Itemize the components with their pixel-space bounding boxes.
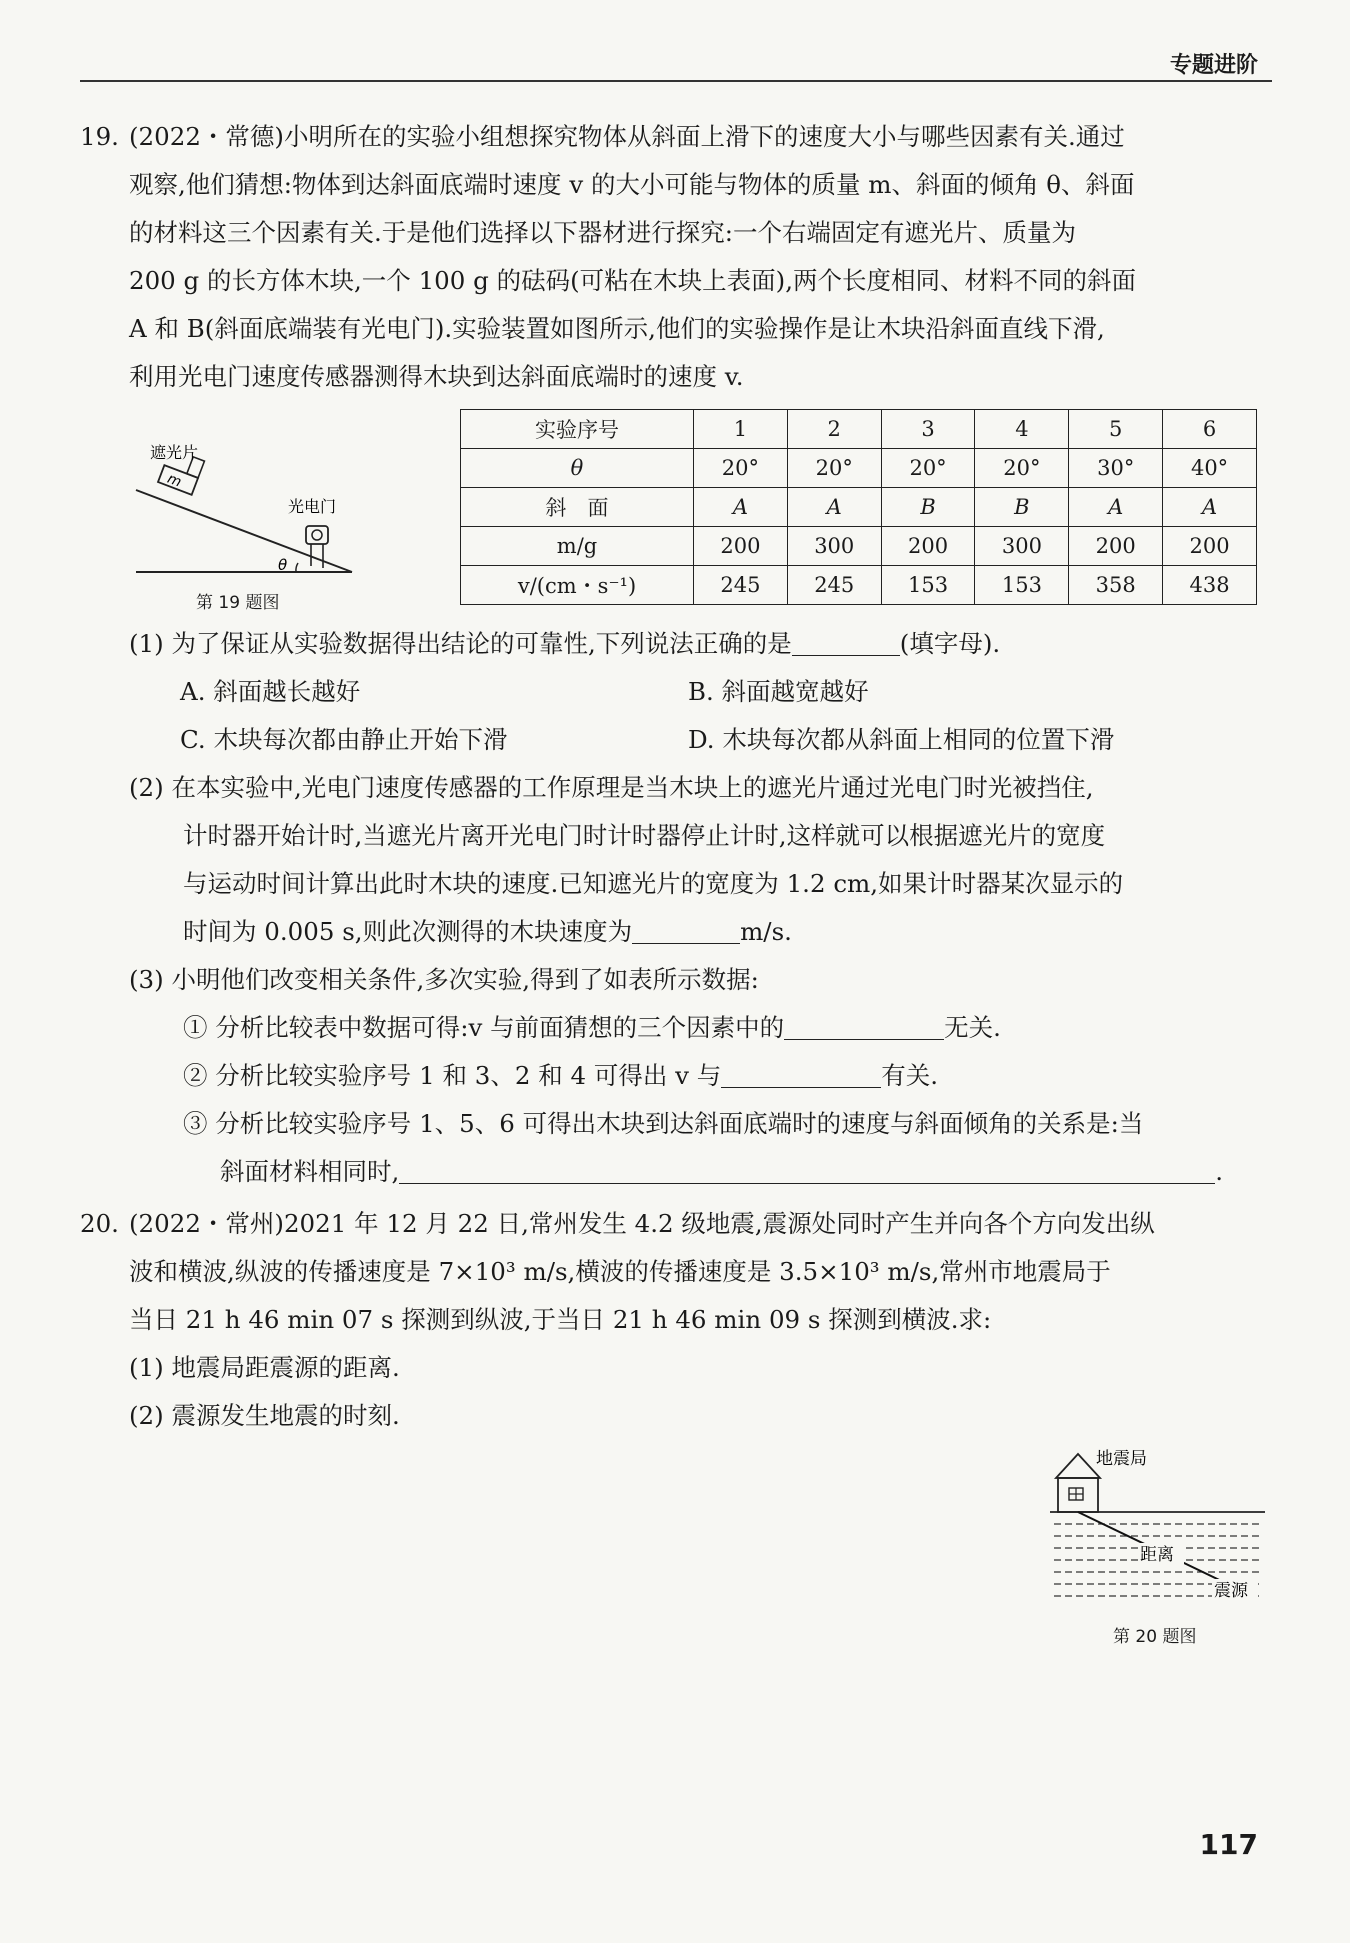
q19-line-6: 利用光电门速度传感器测得木块到达斜面底端时的速度 v. <box>129 362 744 391</box>
q19-sub3-item-2-text: ② 分析比较实验序号 1 和 3、2 和 4 可得出 v 与 <box>183 1061 722 1090</box>
header-rule <box>80 80 1272 82</box>
answer-blank-5[interactable] <box>399 1153 1215 1184</box>
table-cell: 200 <box>1163 527 1257 566</box>
q20-sub2: (2) 震源发生地震的时刻. <box>129 1401 400 1430</box>
table-cell: 20° <box>787 449 881 488</box>
q20-line-3: 当日 21 h 46 min 07 s 探测到纵波,于当日 21 h 46 min 09 s 探测到横波.求: <box>129 1305 992 1334</box>
answer-blank-1[interactable] <box>792 625 900 656</box>
answer-blank-2[interactable] <box>632 913 740 944</box>
station-label: 地震局 <box>1096 1449 1147 1469</box>
table-row <box>461 410 1257 449</box>
answer-blank-3[interactable] <box>784 1009 944 1040</box>
section-title: 专题进阶 <box>1169 53 1258 78</box>
angle-label: θ <box>278 556 288 574</box>
q19-line-3: 的材料这三个因素有关.于是他们选择以下器材进行探究:一个右端固定有遮光片、质量为 <box>129 218 1077 247</box>
q19-sub3-item-1-text: ① 分析比较表中数据可得:v 与前面猜想的三个因素中的 <box>183 1013 785 1042</box>
row-header: θ <box>461 449 694 488</box>
shade-label: 遮光片 <box>150 443 199 462</box>
table-cell: 200 <box>881 527 975 566</box>
q20-sub1: (1) 地震局距震源的距离. <box>129 1353 400 1382</box>
q19-sub3-item-3-line-2 <box>220 1148 1223 1196</box>
incline-figure <box>128 430 368 580</box>
q19-sub2-line-4-suffix: m/s. <box>740 917 792 946</box>
q19-line-1: (2022・常德)小明所在的实验小组想探究物体从斜面上滑下的速度大小与哪些因素有关.通过 <box>129 122 1125 151</box>
q19-number: 19. <box>80 122 119 151</box>
table-cell: 200 <box>694 527 788 566</box>
q19-sub3-item-3-end: . <box>1215 1157 1224 1186</box>
table-cell: 3 <box>881 410 975 449</box>
earthquake-figure <box>1050 1440 1275 1620</box>
q19-sub3-item-1 <box>183 1004 1001 1052</box>
row-header: 实验序号 <box>461 410 694 449</box>
table-row <box>461 527 1257 566</box>
table-cell: 2 <box>787 410 881 449</box>
q19-sub3-item-3-line-1: ③ 分析比较实验序号 1、5、6 可得出木块到达斜面底端时的速度与斜面倾角的关系是:当 <box>183 1109 1144 1138</box>
table-cell: A <box>787 488 881 527</box>
table-row <box>461 566 1257 605</box>
table-cell: 20° <box>881 449 975 488</box>
table-cell: A <box>1163 488 1257 527</box>
table-cell: 6 <box>1163 410 1257 449</box>
q20-line-2: 波和横波,纵波的传播速度是 7×10³ m/s,横波的传播速度是 3.5×10³ m/s,常州市地震局于 <box>129 1257 1111 1286</box>
experiment-table <box>460 409 1257 605</box>
row-header: m/g <box>461 527 694 566</box>
table-cell: 153 <box>975 566 1069 605</box>
table-cell: 5 <box>1069 410 1163 449</box>
q19-sub2-line-4-text: 时间为 0.005 s,则此次测得的木块速度为 <box>183 917 633 946</box>
q19-sub2-line-4 <box>183 908 792 956</box>
table-cell: 1 <box>694 410 788 449</box>
q19-sub1-text: (1) 为了保证从实验数据得出结论的可靠性,下列说法正确的是 <box>129 629 792 658</box>
table-cell: 20° <box>694 449 788 488</box>
q19-sub1 <box>129 620 1000 668</box>
option-d: D. 木块每次都从斜面上相同的位置下滑 <box>688 725 1115 754</box>
table-row <box>461 488 1257 527</box>
q19-sub2-line-3: 与运动时间计算出此时木块的速度.已知遮光片的宽度为 1.2 cm,如果计时器某次显示的 <box>183 869 1124 898</box>
q19-sub2-line-2: 计时器开始计时,当遮光片离开光电门时计时器停止计时,这样就可以根据遮光片的宽度 <box>183 821 1106 850</box>
option-b: B. 斜面越宽越好 <box>688 677 869 706</box>
gate-label: 光电门 <box>288 497 337 516</box>
table-cell: 438 <box>1163 566 1257 605</box>
page-number: 117 <box>1199 1828 1258 1861</box>
q19-sub3-item-2 <box>183 1052 938 1100</box>
q19-sub3-intro: (3) 小明他们改变相关条件,多次实验,得到了如表所示数据: <box>129 965 759 994</box>
table-row <box>461 449 1257 488</box>
q19-line-2: 观察,他们猜想:物体到达斜面底端时速度 v 的大小可能与物体的质量 m、斜面的倾角 θ、斜面 <box>129 170 1135 199</box>
table-cell: 153 <box>881 566 975 605</box>
row-header: v/(cm・s⁻¹) <box>461 566 694 605</box>
option-c: C. 木块每次都由静止开始下滑 <box>180 725 508 754</box>
q19-sub3-item-2-suffix: 有关. <box>881 1061 939 1090</box>
q19-sub2-line-1: (2) 在本实验中,光电门速度传感器的工作原理是当木块上的遮光片通过光电门时光被挡住, <box>129 773 1094 802</box>
table-cell: A <box>1069 488 1163 527</box>
table-cell: 30° <box>1069 449 1163 488</box>
q19-sub1-suffix: (填字母). <box>899 629 1001 658</box>
table-cell: 300 <box>975 527 1069 566</box>
table-cell: 200 <box>1069 527 1163 566</box>
table-cell: 20° <box>975 449 1069 488</box>
q19-sub3-item-3-text: 斜面材料相同时, <box>220 1157 400 1186</box>
q19-line-4: 200 g 的长方体木块,一个 100 g 的砝码(可粘在木块上表面),两个长度相同、材料不同的斜面 <box>129 266 1137 295</box>
q20-number: 20. <box>80 1209 119 1238</box>
distance-label: 距离 <box>1140 1545 1174 1565</box>
row-header: 斜 面 <box>461 488 694 527</box>
answer-blank-4[interactable] <box>721 1057 881 1088</box>
table-cell: 4 <box>975 410 1069 449</box>
table-cell: B <box>975 488 1069 527</box>
table-cell: 358 <box>1069 566 1163 605</box>
figure-20-caption: 第 20 题图 <box>1113 1627 1197 1647</box>
table-cell: A <box>694 488 788 527</box>
q19-sub3-item-1-suffix: 无关. <box>944 1013 1001 1042</box>
block-label: m <box>165 470 184 491</box>
table-cell: B <box>881 488 975 527</box>
table-cell: 300 <box>787 527 881 566</box>
table-cell: 245 <box>694 566 788 605</box>
option-a: A. 斜面越长越好 <box>180 677 361 706</box>
table-cell: 40° <box>1163 449 1257 488</box>
q20-line-1: (2022・常州)2021 年 12 月 22 日,常州发生 4.2 级地震,震源处同时产生并向各个方向发出纵 <box>129 1209 1155 1238</box>
figure-19-caption: 第 19 题图 <box>196 593 280 613</box>
q19-line-5: A 和 B(斜面底端装有光电门).实验装置如图所示,他们的实验操作是让木块沿斜面直线下滑, <box>129 314 1105 343</box>
table-cell: 245 <box>787 566 881 605</box>
source-label: 震源 <box>1214 1581 1248 1601</box>
